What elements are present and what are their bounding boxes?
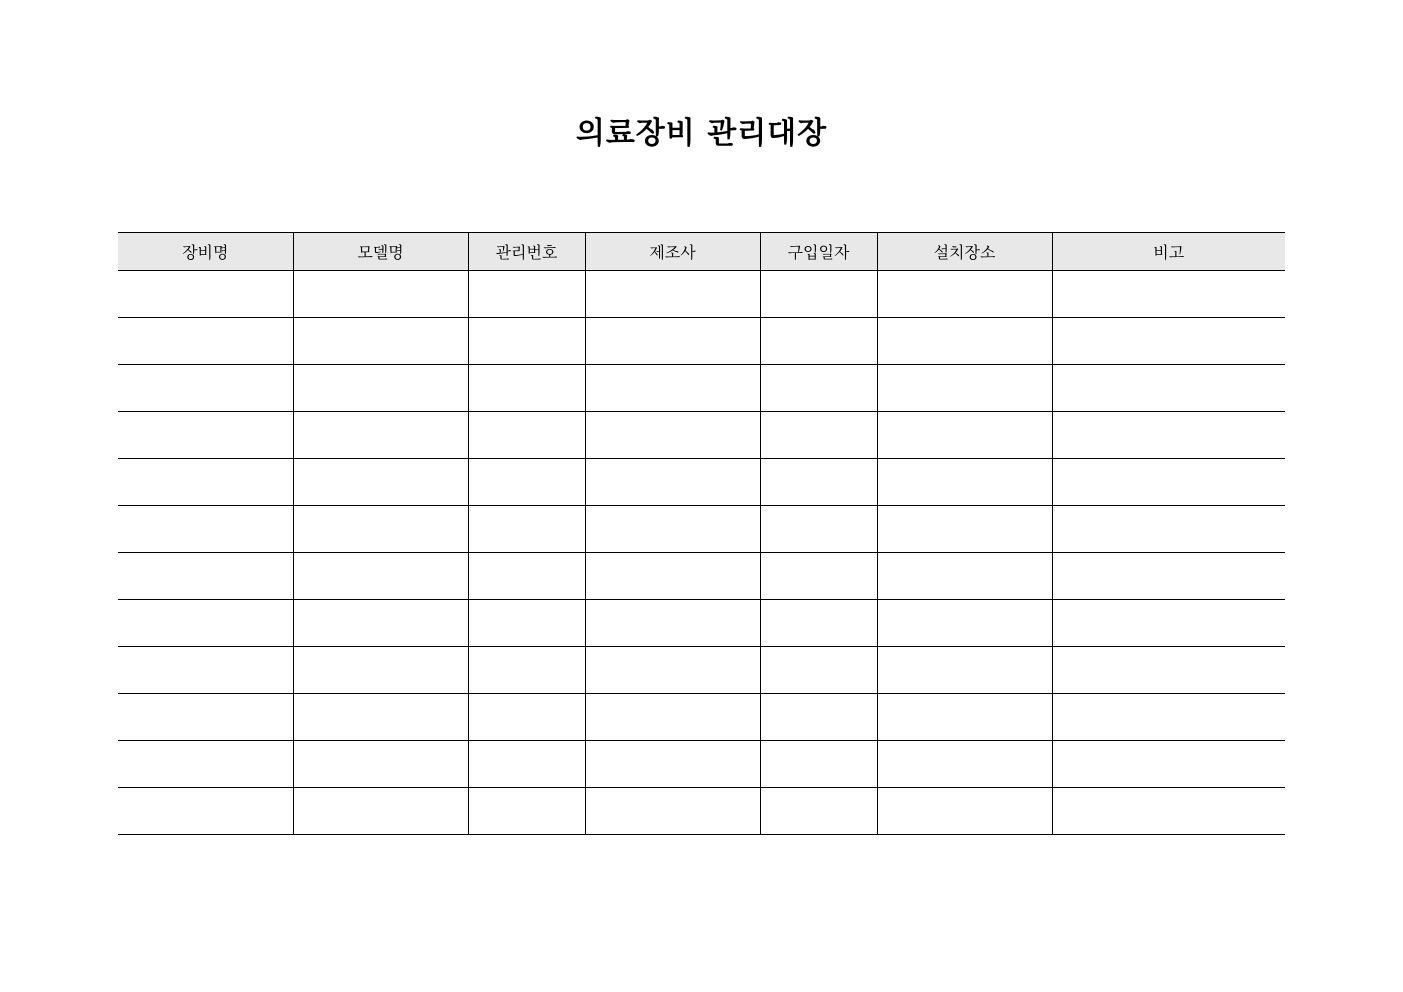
manufacturer-cell[interactable] — [585, 553, 760, 600]
purchase-date-cell[interactable] — [760, 741, 877, 788]
model-name-cell[interactable] — [293, 318, 468, 365]
page-title: 의료장비 관리대장 — [575, 116, 828, 151]
remarks-cell[interactable] — [1052, 271, 1285, 318]
manufacturer-cell[interactable] — [585, 365, 760, 412]
equipment-name-cell[interactable] — [118, 506, 293, 553]
purchase-date-cell[interactable] — [760, 788, 877, 835]
manufacturer-cell[interactable] — [585, 459, 760, 506]
management-number-cell[interactable] — [468, 318, 585, 365]
management-number-cell[interactable] — [468, 647, 585, 694]
management-number-cell[interactable] — [468, 788, 585, 835]
installation-location-cell[interactable] — [877, 600, 1052, 647]
table-row — [118, 271, 1285, 318]
installation-location-cell[interactable] — [877, 694, 1052, 741]
equipment-name-cell[interactable] — [118, 788, 293, 835]
column-header-installation-location: 설치장소 — [877, 233, 1052, 271]
equipment-name-cell[interactable] — [118, 271, 293, 318]
purchase-date-cell[interactable] — [760, 694, 877, 741]
equipment-name-cell[interactable] — [118, 553, 293, 600]
remarks-cell[interactable] — [1052, 506, 1285, 553]
installation-location-cell[interactable] — [877, 506, 1052, 553]
equipment-ledger-table — [118, 232, 1285, 835]
column-header-model-name: 모델명 — [293, 233, 468, 271]
management-number-cell[interactable] — [468, 741, 585, 788]
model-name-cell[interactable] — [293, 600, 468, 647]
management-number-cell[interactable] — [468, 365, 585, 412]
column-header-equipment-name: 장비명 — [118, 233, 293, 271]
equipment-name-cell[interactable] — [118, 412, 293, 459]
model-name-cell[interactable] — [293, 694, 468, 741]
manufacturer-cell[interactable] — [585, 506, 760, 553]
equipment-name-cell[interactable] — [118, 459, 293, 506]
manufacturer-cell[interactable] — [585, 412, 760, 459]
remarks-cell[interactable] — [1052, 365, 1285, 412]
column-header-management-number: 관리번호 — [468, 233, 585, 271]
equipment-name-cell[interactable] — [118, 365, 293, 412]
purchase-date-cell[interactable] — [760, 365, 877, 412]
column-header-purchase-date: 구입일자 — [760, 233, 877, 271]
remarks-cell[interactable] — [1052, 459, 1285, 506]
table-row — [118, 412, 1285, 459]
model-name-cell[interactable] — [293, 647, 468, 694]
purchase-date-cell[interactable] — [760, 647, 877, 694]
management-number-cell[interactable] — [468, 600, 585, 647]
column-header-manufacturer: 제조사 — [585, 233, 760, 271]
purchase-date-cell[interactable] — [760, 412, 877, 459]
manufacturer-cell[interactable] — [585, 741, 760, 788]
model-name-cell[interactable] — [293, 553, 468, 600]
remarks-cell[interactable] — [1052, 412, 1285, 459]
table-row — [118, 694, 1285, 741]
table-row — [118, 459, 1285, 506]
remarks-cell[interactable] — [1052, 318, 1285, 365]
management-number-cell[interactable] — [468, 412, 585, 459]
manufacturer-cell[interactable] — [585, 788, 760, 835]
installation-location-cell[interactable] — [877, 553, 1052, 600]
equipment-name-cell[interactable] — [118, 318, 293, 365]
installation-location-cell[interactable] — [877, 647, 1052, 694]
manufacturer-cell[interactable] — [585, 318, 760, 365]
purchase-date-cell[interactable] — [760, 459, 877, 506]
table-row — [118, 553, 1285, 600]
table-body — [118, 271, 1285, 835]
manufacturer-cell[interactable] — [585, 647, 760, 694]
model-name-cell[interactable] — [293, 365, 468, 412]
remarks-cell[interactable] — [1052, 647, 1285, 694]
installation-location-cell[interactable] — [877, 459, 1052, 506]
installation-location-cell[interactable] — [877, 788, 1052, 835]
purchase-date-cell[interactable] — [760, 271, 877, 318]
equipment-name-cell[interactable] — [118, 600, 293, 647]
management-number-cell[interactable] — [468, 553, 585, 600]
table-row — [118, 788, 1285, 835]
management-number-cell[interactable] — [468, 694, 585, 741]
purchase-date-cell[interactable] — [760, 318, 877, 365]
model-name-cell[interactable] — [293, 506, 468, 553]
column-header-remarks: 비고 — [1052, 233, 1285, 271]
model-name-cell[interactable] — [293, 271, 468, 318]
remarks-cell[interactable] — [1052, 741, 1285, 788]
table-row — [118, 506, 1285, 553]
equipment-name-cell[interactable] — [118, 741, 293, 788]
management-number-cell[interactable] — [468, 459, 585, 506]
purchase-date-cell[interactable] — [760, 553, 877, 600]
remarks-cell[interactable] — [1052, 694, 1285, 741]
table-row — [118, 647, 1285, 694]
table-header-row — [118, 233, 1285, 271]
table-row — [118, 365, 1285, 412]
remarks-cell[interactable] — [1052, 600, 1285, 647]
equipment-name-cell[interactable] — [118, 647, 293, 694]
model-name-cell[interactable] — [293, 459, 468, 506]
model-name-cell[interactable] — [293, 788, 468, 835]
management-number-cell[interactable] — [468, 271, 585, 318]
installation-location-cell[interactable] — [877, 741, 1052, 788]
installation-location-cell[interactable] — [877, 318, 1052, 365]
manufacturer-cell[interactable] — [585, 600, 760, 647]
installation-location-cell[interactable] — [877, 271, 1052, 318]
purchase-date-cell[interactable] — [760, 506, 877, 553]
purchase-date-cell[interactable] — [760, 600, 877, 647]
table-row — [118, 600, 1285, 647]
management-number-cell[interactable] — [468, 506, 585, 553]
manufacturer-cell[interactable] — [585, 694, 760, 741]
table-row — [118, 741, 1285, 788]
remarks-cell[interactable] — [1052, 788, 1285, 835]
remarks-cell[interactable] — [1052, 553, 1285, 600]
equipment-name-cell[interactable] — [118, 694, 293, 741]
table-row — [118, 318, 1285, 365]
model-name-cell[interactable] — [293, 412, 468, 459]
installation-location-cell[interactable] — [877, 412, 1052, 459]
installation-location-cell[interactable] — [877, 365, 1052, 412]
manufacturer-cell[interactable] — [585, 271, 760, 318]
model-name-cell[interactable] — [293, 741, 468, 788]
